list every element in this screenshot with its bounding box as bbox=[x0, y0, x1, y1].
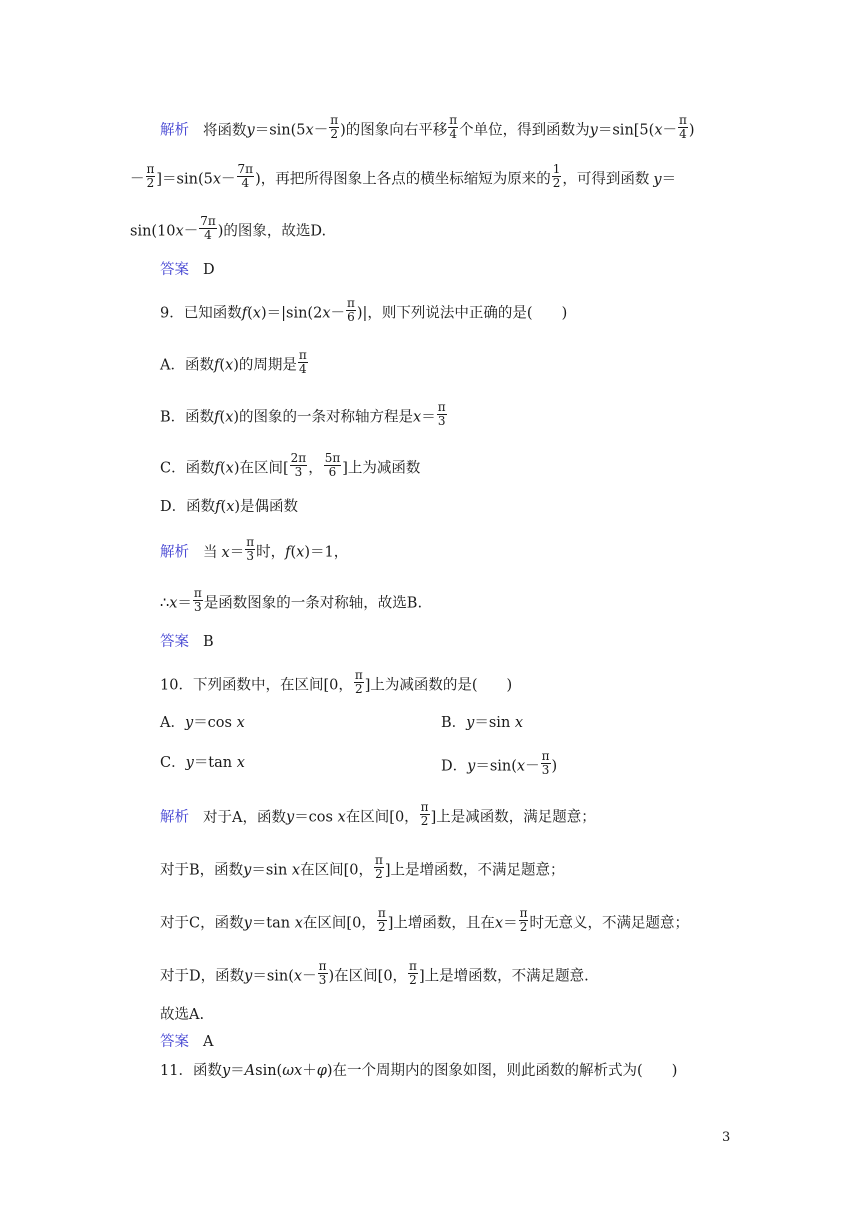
fraction: $\frac{\pi}{4}$ bbox=[679, 113, 687, 141]
answer-value: A bbox=[203, 1034, 214, 1050]
q10-analysis-line-1: 解析 对于A，函数y＝cos x在区间[0， $\frac{\pi}{2}$ ]上是减函数，满足题意； bbox=[160, 800, 596, 828]
fraction: $\frac{\pi}{3}$ bbox=[246, 535, 255, 563]
fraction: $\frac{\pi}{3}$ bbox=[193, 586, 202, 614]
q8-analysis-line-2: － $\frac{\pi}{2}$ ]＝sin(5x－ $\frac{7\pi}{4}$ )，再把所得图象上各点的横坐标缩短为原来的 $\frac{1}{2}$ ，可得到函数 y＝ bbox=[130, 162, 677, 190]
answer-label: 答案 bbox=[160, 262, 189, 278]
fraction: $\frac{\pi}{4}$ bbox=[449, 113, 458, 141]
q8-analysis-line-3: sin(10x－ $\frac{7\pi}{4}$ )的图象，故选D. bbox=[130, 214, 327, 242]
fraction: $\frac{\pi}{2}$ bbox=[354, 668, 363, 696]
q9-analysis-line-1: 解析 当 x＝ $\frac{\pi}{3}$ 时，f(x)＝1， bbox=[160, 535, 349, 563]
q10-analysis-line-2: 对于B，函数y＝sin x在区间[0， $\frac{\pi}{2}$ ]上是增函数，不满足题意； bbox=[160, 853, 565, 881]
q10-analysis-line-4: 对于D，函数y＝sin(x－ $\frac{\pi}{3}$ )在区间[0， $\frac{\pi}{2}$ ]上是增函数，不满足题意. bbox=[160, 959, 589, 987]
q10-analysis-line-3: 对于C，函数y＝tan x在区间[0， $\frac{\pi}{2}$ ]上增函数，且在x＝ $\frac{\pi}{2}$ 时无意义，不满足题意； bbox=[160, 906, 689, 934]
fraction: $\frac{\pi}{2}$ bbox=[420, 800, 429, 828]
analysis-label: 解析 bbox=[160, 809, 189, 826]
q11-stem: 11．函数y＝Asin(ωx＋φ)在一个周期内的图象如图，则此函数的解析式为( ) bbox=[160, 1063, 678, 1079]
q9-answer bbox=[160, 632, 214, 652]
answer-value: D bbox=[203, 262, 215, 278]
fraction: $\frac{2\pi}{3}$ bbox=[290, 451, 307, 479]
fraction: $\frac{\pi}{3}$ bbox=[541, 749, 550, 777]
fraction: $\frac{\pi}{3}$ bbox=[318, 959, 327, 987]
fraction: $\frac{5\pi}{6}$ bbox=[324, 451, 341, 479]
q8-answer bbox=[160, 260, 215, 280]
analysis-label: 解析 bbox=[160, 544, 189, 561]
answer-label: 答案 bbox=[160, 1034, 189, 1050]
q10-stem: 10．下列函数中，在区间[0， $\frac{\pi}{2}$ ]上为减函数的是( ) bbox=[160, 668, 513, 696]
fraction: $\frac{\pi}{2}$ bbox=[377, 906, 386, 934]
q10-answer bbox=[160, 1032, 213, 1052]
fraction: $\frac{\pi}{6}$ bbox=[347, 296, 355, 324]
q9-stem: 9．已知函数f(x)＝|sin(2x－ $\frac{\pi}{6}$ )|，则下列说法中正确的是( ) bbox=[160, 296, 568, 324]
fraction: $\frac{7\pi}{4}$ bbox=[237, 162, 254, 190]
answer-value: B bbox=[203, 634, 214, 650]
q8-analysis-line-1: 解析 将函数y＝sin(5x－ $\frac{\pi}{2}$ )的图象向右平移 $\frac{\pi}{4}$ 个单位，得到函数为y＝sin[5(x－ $\frac{\pi}{4}$ ) bbox=[160, 113, 695, 141]
q9-option-a: A．函数f(x)的周期是 $\frac{\pi}{4}$ bbox=[160, 348, 307, 376]
fraction: $\frac{\pi}{4}$ bbox=[298, 348, 307, 376]
fraction: $\frac{\pi}{2}$ bbox=[519, 906, 528, 934]
q9-analysis-line-2: ∴x＝ $\frac{\pi}{3}$ 是函数图象的一条对称轴，故选B. bbox=[160, 586, 423, 614]
fraction: $\frac{\pi}{2}$ bbox=[374, 853, 383, 881]
analysis-label: 解析 bbox=[160, 122, 189, 139]
q10-conclusion: 故选A. bbox=[160, 1007, 205, 1023]
fraction: $\frac{1}{2}$ bbox=[552, 162, 561, 190]
q10-option-c: C．y＝tan x bbox=[160, 755, 245, 771]
q9-option-b: B．函数f(x)的图象的一条对称轴方程是x＝ $\frac{\pi}{3}$ bbox=[160, 400, 446, 428]
fraction: $\frac{\pi}{2}$ bbox=[330, 113, 339, 141]
q9-option-c: C．函数f(x)在区间[ $\frac{2\pi}{3}$ ， $\frac{5\pi}{6}$ ]上为减函数 bbox=[160, 451, 421, 479]
fraction: $\frac{7\pi}{4}$ bbox=[200, 214, 216, 242]
fraction: $\frac{\pi}{2}$ bbox=[409, 959, 417, 987]
page-number: 3 bbox=[722, 1130, 731, 1145]
answer-label: 答案 bbox=[160, 634, 189, 650]
fraction: $\frac{\pi}{2}$ bbox=[146, 162, 155, 190]
q9-option-d: D．函数f(x)是偶函数 bbox=[160, 499, 299, 515]
fraction: $\frac{\pi}{3}$ bbox=[437, 400, 446, 428]
q10-option-a: A．y＝cos x bbox=[160, 715, 245, 731]
q10-option-b: B．y＝sin x bbox=[441, 715, 524, 731]
q10-option-d: D．y＝sin(x－ $\frac{\pi}{3}$ ) bbox=[441, 749, 558, 777]
